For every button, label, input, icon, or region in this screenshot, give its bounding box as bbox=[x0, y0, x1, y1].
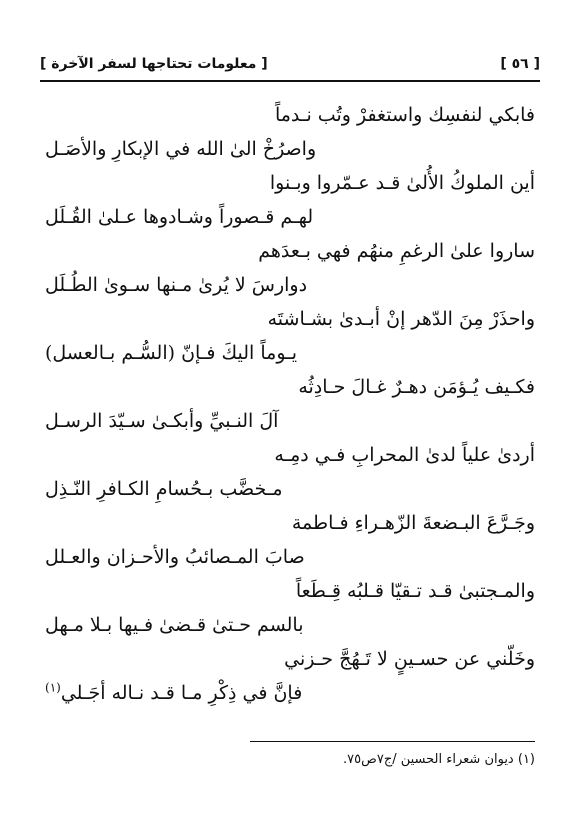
verse-line: والمـجتبىٰ قـد تـقيّا قـلبُه قِـطَعاً bbox=[295, 580, 535, 602]
verse-text: فإنَّ في ذِكْرِ مـا قـد نـاله أجَـلي bbox=[60, 682, 303, 704]
page-header bbox=[40, 56, 540, 80]
verse-line-last bbox=[45, 676, 535, 710]
running-title: [ معلومات تحتاجها لسفر الآخرة ] bbox=[40, 56, 268, 72]
page-number: [ ٥٦ ] bbox=[500, 56, 540, 72]
verse-line: لهـم قـصوراً وشـادوها عـلىٰ القُـلَل bbox=[45, 206, 314, 228]
verse-line: واحذَرْ مِنَ الدّهر إنْ أبـدىٰ بشـاشتَه bbox=[267, 308, 535, 330]
verse-line: فكـيف يُـؤمَن دهـرٌ غـالَ حـادِثُه bbox=[298, 376, 535, 398]
verse-line: آلَ النـبيِّ وأبكـىٰ سـيّدَ الرسـل bbox=[45, 410, 279, 432]
verse-line: مـخضَّب بـحُسامِ الكـافرِ النّـذِل bbox=[45, 478, 283, 500]
verse-line: أين الملوكُ الأُلىٰ قـد عـمّروا وبـنوا bbox=[269, 172, 535, 194]
header-divider bbox=[40, 80, 540, 82]
verse-line: يـوماً اليكَ فـإنّ (السُّـم بـالعسل) bbox=[45, 342, 297, 364]
footnote-reference[interactable]: (١) bbox=[45, 680, 61, 695]
footnote: (١) ديوان شعراء الحسين /ج٧ص٧٥. bbox=[343, 752, 535, 767]
verse-line: صابَ المـصائبُ والأحـزان والعـلل bbox=[45, 546, 305, 568]
footnote-divider bbox=[250, 741, 535, 742]
verse-line: وجَـرَّعَ البـضعةَ الزّهـراءِ فـاطمة bbox=[291, 512, 535, 534]
verse-line: فابكي لنفسِك واستغفرْ وتُب نـدماً bbox=[274, 104, 535, 126]
poem bbox=[45, 98, 535, 710]
verse-line: دوارسَ لا يُرىٰ مـنها سـوىٰ الطُـلَل bbox=[45, 274, 308, 296]
verse-line: واصرُخْ الىٰ الله في الإبكارِ والأصَـل bbox=[45, 138, 317, 160]
verse-line: ساروا علىٰ الرغمِ منهُم فهي بـعدَهم bbox=[258, 240, 535, 262]
verse-line: بالسم حـتىٰ قـضىٰ فـيها بـلا مـهل bbox=[45, 614, 304, 636]
verse-line: أردىٰ علياً لدىٰ المحرابِ فـي دمِـه bbox=[274, 444, 535, 466]
verse-line: وخَلّني عن حسـينٍ لا تَـهُجَّ حـزني bbox=[284, 648, 535, 670]
